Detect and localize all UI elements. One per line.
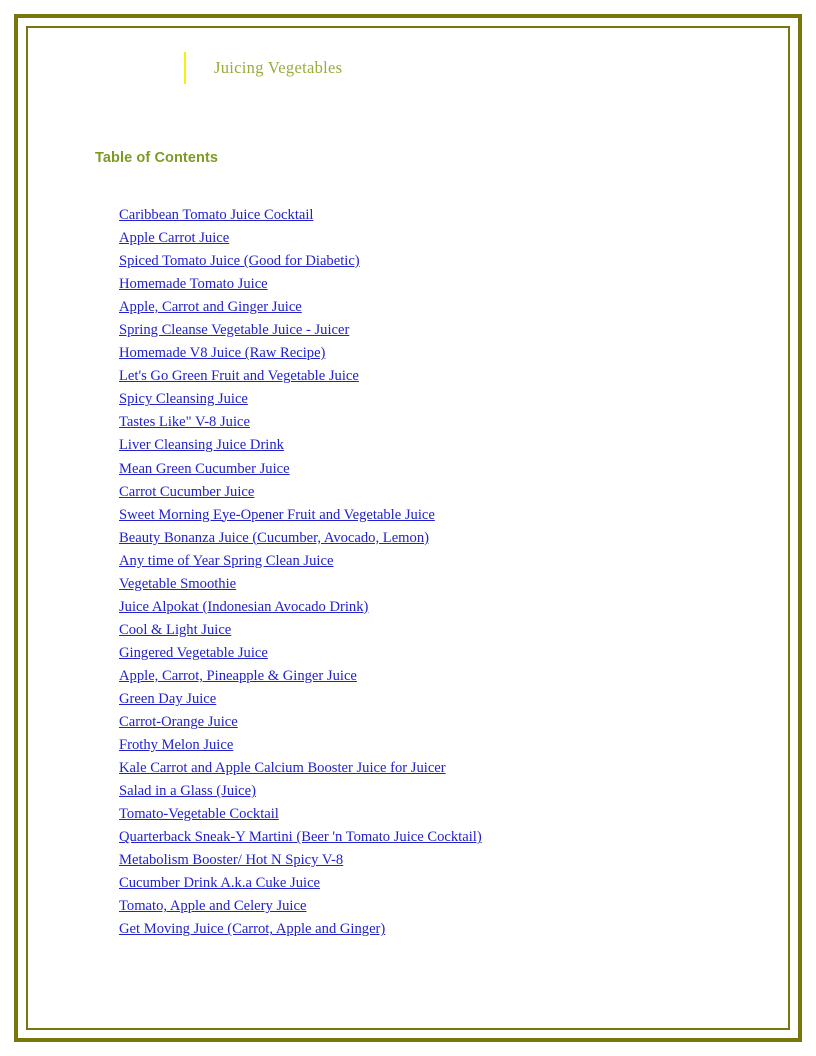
toc-link[interactable]: Cucumber Drink A.k.a Cuke Juice xyxy=(119,875,321,892)
list-item xyxy=(119,595,739,618)
list-item xyxy=(119,871,739,894)
toc-link[interactable]: Carrot Cucumber Juice xyxy=(119,483,255,500)
list-item xyxy=(119,318,739,341)
list-item xyxy=(119,203,739,226)
toc-link[interactable]: Caribbean Tomato Juice Cocktail xyxy=(119,207,314,223)
toc-link[interactable]: Mean Green Cucumber Juice xyxy=(119,460,290,477)
list-item xyxy=(119,364,739,387)
list-item xyxy=(119,733,739,756)
list-item xyxy=(119,917,739,940)
toc-link[interactable]: Homemade V8 Juice (Raw Recipe) xyxy=(119,345,326,362)
document-title: Juicing Vegetables xyxy=(214,58,343,77)
list-item xyxy=(119,894,739,917)
toc-link[interactable]: Homemade Tomato Juice xyxy=(119,276,268,293)
list-item xyxy=(119,387,739,410)
toc-link[interactable]: Tomato, Apple and Celery Juice xyxy=(119,898,307,915)
list-item xyxy=(119,433,739,456)
toc-link[interactable]: Metabolism Booster/ Hot N Spicy V-8 xyxy=(119,852,344,869)
table-of-contents-heading: Table of Contents xyxy=(95,150,219,166)
list-item xyxy=(119,549,739,572)
list-item xyxy=(119,802,739,825)
toc-link[interactable]: Kale Carrot and Apple Calcium Booster Juice for Juicer xyxy=(119,760,446,777)
toc-link[interactable]: Juice Alpokat (Indonesian Avocado Drink) xyxy=(119,598,369,615)
toc-link[interactable]: Green Day Juice xyxy=(119,690,217,707)
list-item xyxy=(119,756,739,779)
toc-link[interactable]: Spiced Tomato Juice (Good for Diabetic) xyxy=(119,253,360,270)
list-item xyxy=(119,480,739,503)
toc-link[interactable]: Frothy Melon Juice xyxy=(119,737,234,754)
toc-link[interactable]: Liver Cleansing Juice Drink xyxy=(119,437,284,454)
toc-link[interactable]: Salad in a Glass (Juice) xyxy=(119,783,256,800)
toc-link[interactable]: Carrot-Orange Juice xyxy=(119,714,238,731)
document-title-block xyxy=(184,52,342,84)
list-item xyxy=(119,710,739,733)
list-item xyxy=(119,848,739,871)
list-item xyxy=(119,295,739,318)
list-item xyxy=(119,503,739,526)
list-item xyxy=(119,825,739,848)
toc-link[interactable]: Tastes Like" V-8 Juice xyxy=(119,414,250,431)
list-item xyxy=(119,226,739,249)
toc-link[interactable]: Beauty Bonanza Juice (Cucumber, Avocado, Lemon) xyxy=(119,529,429,546)
toc-link[interactable]: Sweet Morning Eye-Opener Fruit and Vegetable Juice xyxy=(119,506,435,523)
list-item xyxy=(119,526,739,549)
toc-link[interactable]: Quarterback Sneak-Y Martini (Beer 'n Tomato Juice Cocktail) xyxy=(119,829,482,846)
toc-link[interactable]: Apple Carrot Juice xyxy=(119,230,230,247)
toc-link[interactable]: Tomato-Vegetable Cocktail xyxy=(119,806,279,823)
toc-link[interactable]: Any time of Year Spring Clean Juice xyxy=(119,552,334,569)
toc-link[interactable]: Apple, Carrot, Pineapple & Ginger Juice xyxy=(119,667,357,684)
toc-link[interactable]: Vegetable Smoothie xyxy=(119,575,237,592)
list-item xyxy=(119,249,739,272)
table-of-contents-list xyxy=(119,203,739,941)
toc-link[interactable]: Spicy Cleansing Juice xyxy=(119,391,248,408)
list-item xyxy=(119,410,739,433)
toc-link[interactable]: Gingered Vegetable Juice xyxy=(119,644,268,661)
list-item xyxy=(119,272,739,295)
toc-link[interactable]: Spring Cleanse Vegetable Juice - Juicer xyxy=(119,322,350,339)
list-item xyxy=(119,457,739,480)
toc-link[interactable]: Get Moving Juice (Carrot, Apple and Ginger) xyxy=(119,921,386,938)
list-item xyxy=(119,779,739,802)
toc-link[interactable]: Let's Go Green Fruit and Vegetable Juice xyxy=(119,368,359,385)
list-item xyxy=(119,664,739,687)
title-accent-bar xyxy=(184,52,186,84)
list-item xyxy=(119,641,739,664)
list-item xyxy=(119,618,739,641)
list-item xyxy=(119,341,739,364)
toc-link[interactable]: Cool & Light Juice xyxy=(119,621,232,638)
list-item xyxy=(119,572,739,595)
list-item xyxy=(119,687,739,710)
toc-link[interactable]: Apple, Carrot and Ginger Juice xyxy=(119,299,302,316)
